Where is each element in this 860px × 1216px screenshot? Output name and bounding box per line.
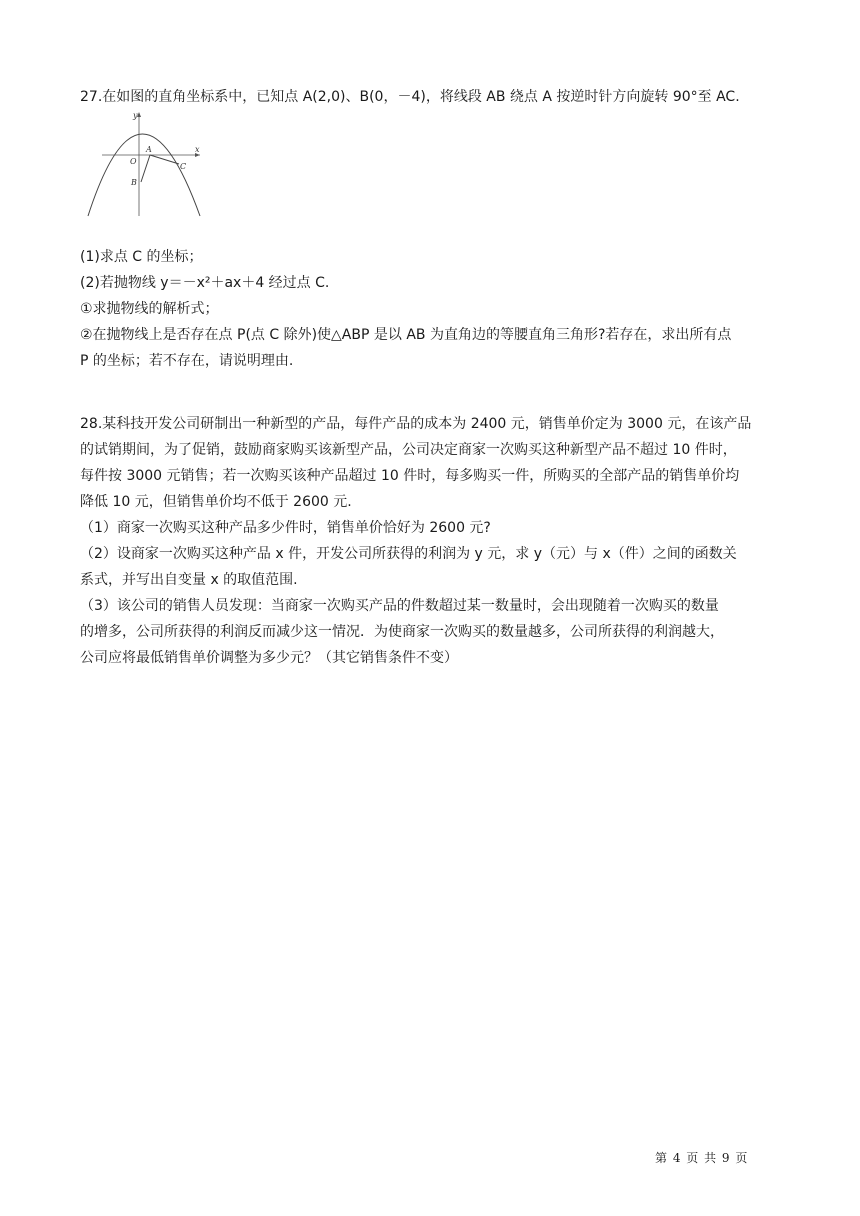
q27-sub2-line1: ②在抛物线上是否存在点 P(点 C 除外)使△ABP 是以 AB 为直角边的等腰直角三角形?若存在，求出所有点 [80, 327, 732, 343]
parabola-figure [84, 108, 206, 218]
q28-line4: 降低 10 元，但销售单价均不低于 2600 元. [80, 494, 352, 510]
q27-parts [80, 244, 782, 374]
q28-part3-line3: 公司应将最低销售单价调整为多少元？（其它销售条件不变） [80, 650, 458, 666]
label-c: C [180, 162, 187, 171]
q27-part1: (1)求点 C 的坐标； [80, 249, 203, 265]
label-a: A [146, 145, 152, 154]
q28-part2-line1: （2）设商家一次购买这种产品 x 件，开发公司所获得的利润为 y 元，求 y（元）与 x（件）之间的函数关 [80, 546, 737, 562]
q27-part2: (2)若抛物线 y＝－x²＋ax＋4 经过点 C. [80, 275, 330, 291]
label-x: x [195, 145, 200, 154]
q27-sub2-line2: P 的坐标；若不存在，请说明理由. [80, 353, 294, 369]
q28-line1: 28.某科技开发公司研制出一种新型的产品，每件产品的成本为 2400 元，销售单价定为 3000 元，在该产品 [80, 416, 752, 432]
y-axis-arrow [137, 112, 141, 117]
q28-line2: 的试销期间，为了促销，鼓励商家购买该新型产品，公司决定商家一次购买这种新型产品不超过 10 件时， [80, 442, 737, 458]
q27-stem: 27.在如图的直角坐标系中，已知点 A(2,0)、B(0，－4)，将线段 AB 绕点 A 按逆时针方向旋转 90°至 AC. [80, 89, 740, 105]
q27-sub1: ①求抛物线的解析式； [80, 301, 219, 317]
q28-line3: 每件按 3000 元销售；若一次购买该种产品超过 10 件时，每多购买一件，所购买的全部产品的销售单价均 [80, 468, 740, 484]
q28-part3-line2: 的增多，公司所获得的利润反而减少这一情况．为使商家一次购买的数量越多，公司所获得的利润越大， [80, 624, 724, 640]
q28-part3-line1: （3）该公司的销售人员发现：当商家一次购买产品的件数超过某一数量时，会出现随着一次购买的数量 [80, 598, 719, 614]
q28-part1: （1）商家一次购买这种产品多少件时，销售单价恰好为 2600 元? [80, 520, 491, 536]
label-y: y [133, 111, 138, 120]
page-footer: 第 4 页 共 9 页 [655, 1151, 749, 1165]
label-b: B [131, 178, 137, 187]
segment-ab [141, 155, 150, 182]
q28-part2-line2: 系式，并写出自变量 x 的取值范围. [80, 572, 298, 588]
label-o: O [130, 157, 137, 166]
q28-block [80, 411, 782, 671]
parabola-curve [88, 134, 200, 216]
